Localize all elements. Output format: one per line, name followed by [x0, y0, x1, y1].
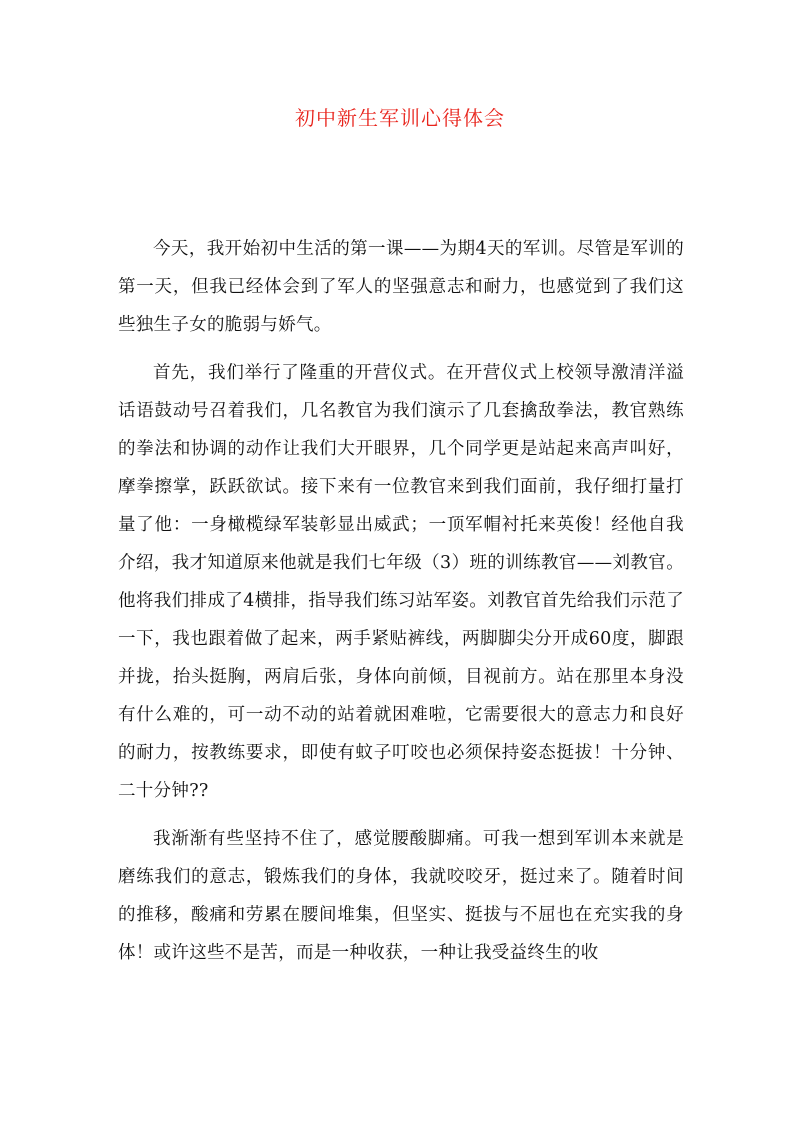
paragraph-1: 今天，我开始初中生活的第一课——为期4天的军训。尽管是军训的第一天，但我已经体会到了军人的坚强意志和耐力，也感觉到了我们这些独生子女的脆弱与娇气。 — [118, 239, 684, 335]
document-body — [118, 230, 684, 982]
paragraph-3: 我渐渐有些坚持不住了，感觉腰酸脚痛。可我一想到军训本来就是磨练我们的意志，锻炼我们的身体，我就咬咬牙，挺过来了。随着时间的推移，酸痛和劳累在腰间堆集，但坚实、挺拔与不屈也在充实我的身体！或许这些不是苦，而是一种收获，一种让我受益终生的收 — [118, 829, 684, 963]
paragraph-2: 首先，我们举行了隆重的开营仪式。在开营仪式上校领导激清洋溢话语鼓动号召着我们，几名教官为我们演示了几套擒敌拳法，教官熟练的拳法和协调的动作让我们大开眼界，几个同学更是站起来高声叫好，摩拳擦掌，跃跃欲试。接下来有一位教官来到我们面前，我仔细打量打量了他：一身橄榄绿军装彰显出威武；一顶军帽衬托来英俊！经他自我介绍，我才知道原来他就是我们七年级（3）班的训练教官——刘教官。他将我们排成了4横排，指导我们练习站军姿。刘教官首先给我们示范了一下，我也跟着做了起来，两手紧贴裤线，两脚脚尖分开成60度，脚跟并拢，抬头挺胸，两肩后张，身体向前倾，目视前方。站在那里本身没有什么难的，可一动不动的站着就困难啦，它需要很大的意志力和良好的耐力，按教练要求，即使有蚊子叮咬也必须保持姿态挺拔！十分钟、二十分钟?? — [118, 363, 684, 801]
document-title: 初中新生军训心得体会 — [295, 106, 505, 130]
